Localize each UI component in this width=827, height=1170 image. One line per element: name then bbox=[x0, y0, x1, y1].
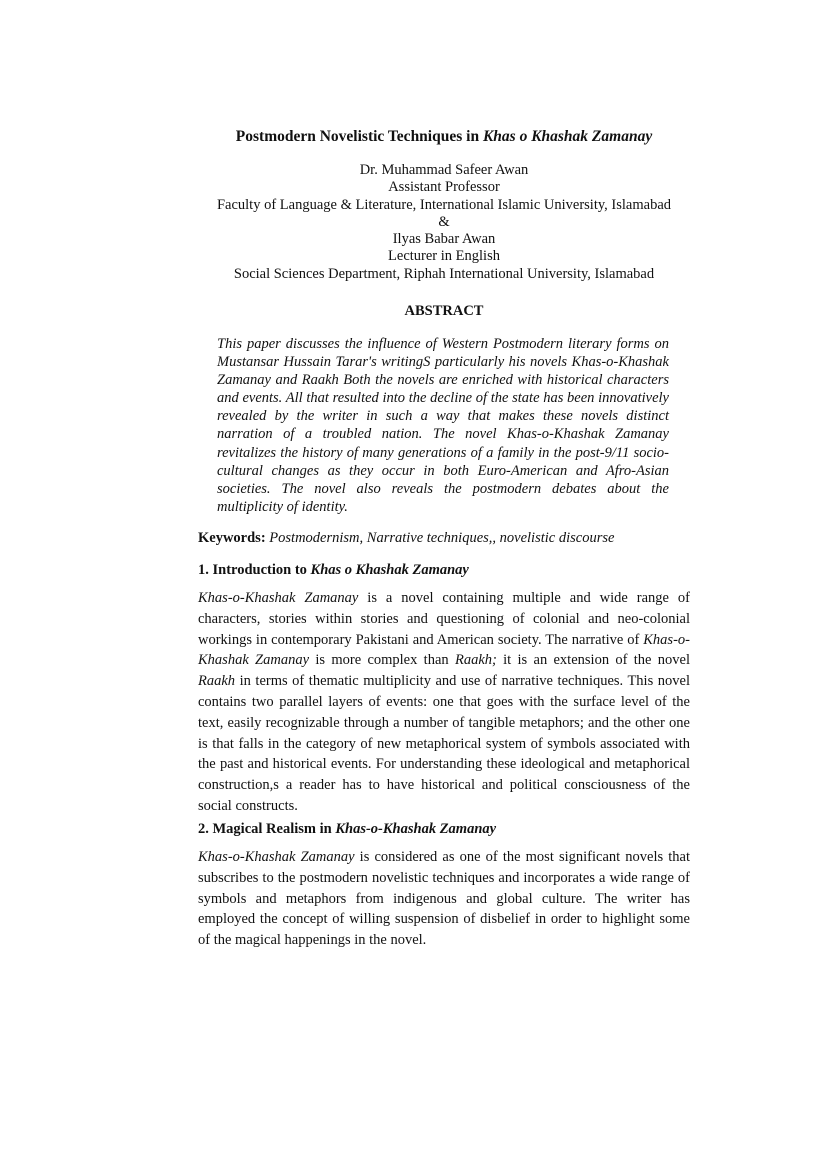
paragraph-text: it is an extension of the novel bbox=[496, 652, 691, 669]
novel-title-ref: Khas-o-Khashak Zamanay bbox=[198, 590, 359, 606]
author-title-2: Lecturer in English bbox=[388, 248, 500, 265]
title-plain: Postmodern Novelistic Techniques in bbox=[235, 128, 483, 145]
paragraph-text: is considered as one of the most significant novels that subscribes to the postmodern novelistic techniques and incorporates a wide range of symbols and metaphors from indigenous and global culture. The writer has employed the concept of willing suspension of disbelief in order to highlight some of the magical happenings in the novel. bbox=[198, 849, 690, 949]
novel-title-ref: Khas-o-Khashak Zamanay bbox=[198, 631, 690, 669]
abstract-heading: ABSTRACT bbox=[404, 303, 484, 319]
section-2-heading-plain: 2. Magical Realism in bbox=[198, 821, 336, 837]
paragraph-text: is a novel containing multiple and wide range of characters, stories within stories and questioning of colonial and neo-colonial workings in contemporary Pakistani and American society. The narrative of bbox=[198, 590, 690, 648]
author-separator: & bbox=[438, 213, 450, 230]
keywords-line bbox=[198, 529, 690, 547]
novel-title-ref: Raakh bbox=[198, 673, 236, 690]
keywords-label: Keywords: bbox=[198, 530, 266, 546]
author-name-1: Dr. Muhammad Safeer Awan bbox=[359, 162, 529, 178]
author-name-2: Ilyas Babar Awan bbox=[392, 231, 496, 248]
author-block bbox=[158, 162, 730, 283]
novel-title-ref: Raakh; bbox=[454, 652, 497, 669]
section-2-paragraph bbox=[198, 847, 690, 951]
author-affiliation-1: Faculty of Language & Literature, International Islamic University, Islamabad bbox=[216, 196, 672, 213]
keywords-text: Postmodernism, Narrative techniques,, novelistic discourse bbox=[269, 530, 615, 546]
section-2-heading bbox=[198, 820, 690, 838]
paragraph-text: is more complex than bbox=[309, 652, 455, 669]
title-italic: Khas o Khashak Zamanay bbox=[482, 128, 653, 145]
paper-title bbox=[198, 127, 690, 147]
section-2-heading-italic: Khas-o-Khashak Zamanay bbox=[335, 821, 497, 837]
author-title-1: Assistant Professor bbox=[388, 179, 500, 196]
section-1-heading-italic: Khas o Khashak Zamanay bbox=[310, 562, 469, 578]
section-1-heading bbox=[198, 561, 690, 579]
paragraph-text: in terms of thematic multiplicity and use of narrative techniques. This novel contains two parallel layers of events: one that goes with the surface level of the text, easily recognizable through a number of tangible metaphors; and the other one is that falls in the category of new metaphorical system of symbols associated with the past and historical events. For understanding these ideological and metaphorical construction,s a reader has to have historical and political consciousness of the social constructs. bbox=[198, 673, 690, 814]
section-1-heading-plain: 1. Introduction to bbox=[198, 562, 311, 578]
abstract-text: This paper discusses the influence of Western Postmodern literary forms on Mustansar Hussain Tarar's writingS particularly his novels Khas-o-Khashak Zamanay and Raakh Both the novels are enriched with historical characters and events. All that resulted into the decline of the state has been innovatively revealed by the writer in such a way that makes these novels distinct narration of a troubled nation. The novel Khas-o-Khashak Zamanay revitalizes the history of many generations of a family in the post-9/11 socio-cultural changes as they occur in both Euro-American and Afro-Asian societies. The novel also reveals the postmodern debates about the multiplicity of identity. bbox=[217, 336, 669, 515]
section-1-paragraph bbox=[198, 588, 690, 817]
novel-title-ref: Khas-o-Khashak Zamanay bbox=[198, 849, 355, 865]
author-affiliation-2: Social Sciences Department, Riphah International University, Islamabad bbox=[233, 265, 655, 282]
